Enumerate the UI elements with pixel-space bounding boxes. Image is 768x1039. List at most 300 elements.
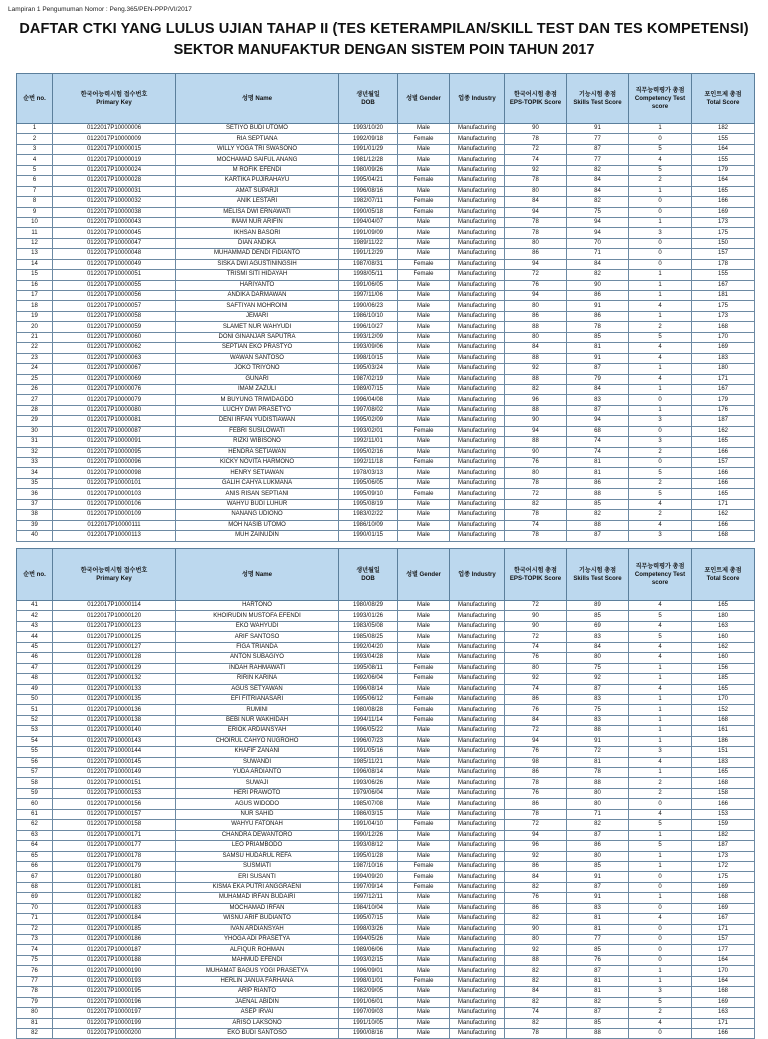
- cell-primary-key: 0122017P10000045: [53, 228, 176, 238]
- cell-name: HENRY SETIAWAN: [176, 468, 339, 478]
- cell-dob: 1982/09/05: [339, 987, 398, 997]
- cell-skills-test-score: 91: [567, 872, 629, 882]
- cell-industry: Manufacturing: [450, 437, 505, 447]
- cell-name: MUHAMAD IRFAN BUDAIRI: [176, 893, 339, 903]
- cell-gender: Male: [398, 997, 450, 1007]
- cell-no: 54: [17, 736, 53, 746]
- cell-name: KISMA EKA PUTRI ANGGRAENI: [176, 882, 339, 892]
- cell-no: 23: [17, 353, 53, 363]
- cell-competency-test-score: 4: [629, 601, 692, 611]
- cell-no: 20: [17, 322, 53, 332]
- cell-no: 5: [17, 165, 53, 175]
- cell-eps-topik-score: 78: [505, 176, 567, 186]
- col-no-header: 순번 no.: [17, 74, 53, 124]
- cell-dob: 1980/09/26: [339, 165, 398, 175]
- cell-competency-test-score: 2: [629, 1008, 692, 1018]
- cell-gender: Female: [398, 820, 450, 830]
- table-row: [17, 186, 755, 196]
- cell-name: ANTON SUBAGIYO: [176, 653, 339, 663]
- table-row: [17, 851, 755, 861]
- cell-primary-key: 0122017P10000081: [53, 416, 176, 426]
- cell-primary-key: 0122017P10000059: [53, 322, 176, 332]
- cell-total-score: 165: [692, 601, 755, 611]
- cell-industry: Manufacturing: [450, 374, 505, 384]
- col-total-score-header: 포인트제 총점 Total Score: [692, 549, 755, 601]
- cell-industry: Manufacturing: [450, 249, 505, 259]
- cell-gender: Female: [398, 882, 450, 892]
- cell-industry: Manufacturing: [450, 416, 505, 426]
- cell-no: 75: [17, 955, 53, 965]
- cell-competency-test-score: 4: [629, 499, 692, 509]
- cell-skills-test-score: 87: [567, 1008, 629, 1018]
- cell-competency-test-score: 3: [629, 747, 692, 757]
- cell-competency-test-score: 3: [629, 437, 692, 447]
- cell-total-score: 162: [692, 510, 755, 520]
- cell-primary-key: 0122017P10000051: [53, 270, 176, 280]
- cell-competency-test-score: 4: [629, 621, 692, 631]
- cell-competency-test-score: 0: [629, 924, 692, 934]
- cell-no: 53: [17, 726, 53, 736]
- cell-primary-key: 0122017P10000199: [53, 1018, 176, 1028]
- cell-no: 72: [17, 924, 53, 934]
- cell-skills-test-score: 89: [567, 601, 629, 611]
- cell-gender: Male: [398, 757, 450, 767]
- table-row: [17, 217, 755, 227]
- cell-dob: 1995/08/11: [339, 663, 398, 673]
- cell-no: 17: [17, 291, 53, 301]
- cell-skills-test-score: 87: [567, 405, 629, 415]
- cell-gender: Male: [398, 144, 450, 154]
- cell-gender: Male: [398, 311, 450, 321]
- cell-skills-test-score: 82: [567, 820, 629, 830]
- cell-skills-test-score: 83: [567, 632, 629, 642]
- cell-industry: Manufacturing: [450, 653, 505, 663]
- cell-industry: Manufacturing: [450, 510, 505, 520]
- cell-no: 34: [17, 468, 53, 478]
- cell-competency-test-score: 0: [629, 238, 692, 248]
- cell-total-score: 166: [692, 1028, 755, 1038]
- cell-industry: Manufacturing: [450, 736, 505, 746]
- cell-primary-key: 0122017P10000060: [53, 332, 176, 342]
- cell-skills-test-score: 77: [567, 935, 629, 945]
- cell-no: 39: [17, 520, 53, 530]
- cell-name: WAHYU BUDI LUHUR: [176, 499, 339, 509]
- cell-dob: 1996/04/08: [339, 395, 398, 405]
- cell-primary-key: 0122017P10000015: [53, 144, 176, 154]
- cell-eps-topik-score: 80: [505, 935, 567, 945]
- table-row: [17, 165, 755, 175]
- cell-skills-test-score: 85: [567, 499, 629, 509]
- cell-primary-key: 0122017P10000177: [53, 841, 176, 851]
- cell-name: MAHMUD EFENDI: [176, 955, 339, 965]
- cell-primary-key: 0122017P10000184: [53, 914, 176, 924]
- table-row: [17, 736, 755, 746]
- table-row: [17, 437, 755, 447]
- cell-skills-test-score: 75: [567, 207, 629, 217]
- cell-dob: 1997/09/03: [339, 1008, 398, 1018]
- cell-skills-test-score: 81: [567, 976, 629, 986]
- cell-eps-topik-score: 72: [505, 632, 567, 642]
- cell-skills-test-score: 82: [567, 997, 629, 1007]
- cell-industry: Manufacturing: [450, 976, 505, 986]
- cell-eps-topik-score: 92: [505, 945, 567, 955]
- cell-name: SUSMIATI: [176, 861, 339, 871]
- cell-eps-topik-score: 86: [505, 799, 567, 809]
- cell-dob: 1994/09/20: [339, 872, 398, 882]
- cell-gender: Female: [398, 694, 450, 704]
- cell-dob: 1991/01/29: [339, 144, 398, 154]
- table-row: [17, 601, 755, 611]
- cell-dob: 1996/05/22: [339, 726, 398, 736]
- cell-name: WISNU ARIF BUDIANTO: [176, 914, 339, 924]
- cell-skills-test-score: 75: [567, 705, 629, 715]
- cell-eps-topik-score: 80: [505, 238, 567, 248]
- cell-primary-key: 0122017P10000180: [53, 872, 176, 882]
- cell-dob: 1982/07/11: [339, 197, 398, 207]
- cell-gender: Female: [398, 663, 450, 673]
- cell-primary-key: 0122017P10000193: [53, 976, 176, 986]
- cell-dob: 1995/08/19: [339, 499, 398, 509]
- cell-name: DENI IRFAN YUDISTIAWAN: [176, 416, 339, 426]
- cell-no: 10: [17, 217, 53, 227]
- table-row: [17, 788, 755, 798]
- cell-gender: Male: [398, 364, 450, 374]
- cell-total-score: 166: [692, 520, 755, 530]
- cell-name: MOCHAMAD IRFAN: [176, 903, 339, 913]
- cell-gender: Male: [398, 1028, 450, 1038]
- table-row: [17, 176, 755, 186]
- cell-dob: 1997/12/11: [339, 893, 398, 903]
- table-row: [17, 955, 755, 965]
- cell-competency-test-score: 2: [629, 447, 692, 457]
- table-row: [17, 510, 755, 520]
- cell-name: IMAM NUR ARIFIN: [176, 217, 339, 227]
- cell-name: SEPTIAN EKO PRASTYO: [176, 343, 339, 353]
- cell-primary-key: 0122017P10000058: [53, 311, 176, 321]
- cell-competency-test-score: 4: [629, 301, 692, 311]
- cell-dob: 1993/02/15: [339, 955, 398, 965]
- cell-competency-test-score: 1: [629, 124, 692, 134]
- cell-competency-test-score: 0: [629, 426, 692, 436]
- cell-eps-topik-score: 86: [505, 249, 567, 259]
- cell-skills-test-score: 83: [567, 694, 629, 704]
- cell-no: 77: [17, 976, 53, 986]
- cell-name: MUHAMAT BAGUS YOGI PRASETYA: [176, 966, 339, 976]
- cell-eps-topik-score: 72: [505, 489, 567, 499]
- cell-name: WAWAN SANTOSO: [176, 353, 339, 363]
- cell-skills-test-score: 80: [567, 799, 629, 809]
- cell-gender: Female: [398, 674, 450, 684]
- cell-eps-topik-score: 78: [505, 1028, 567, 1038]
- cell-industry: Manufacturing: [450, 343, 505, 353]
- cell-total-score: 165: [692, 489, 755, 499]
- cell-dob: 1995/06/05: [339, 478, 398, 488]
- cell-gender: Male: [398, 531, 450, 541]
- cell-gender: Male: [398, 468, 450, 478]
- cell-skills-test-score: 85: [567, 332, 629, 342]
- cell-gender: Male: [398, 778, 450, 788]
- cell-no: 2: [17, 134, 53, 144]
- cell-primary-key: 0122017P10000057: [53, 301, 176, 311]
- col-competency-test-score-header: 직무능력평가 총점 Competency Test score: [629, 549, 692, 601]
- cell-name: IVAN ARDIANSYAH: [176, 924, 339, 934]
- cell-primary-key: 0122017P10000157: [53, 809, 176, 819]
- cell-skills-test-score: 77: [567, 155, 629, 165]
- cell-dob: 1979/06/04: [339, 788, 398, 798]
- cell-gender: Male: [398, 217, 450, 227]
- cell-competency-test-score: 4: [629, 642, 692, 652]
- table-row: [17, 893, 755, 903]
- cell-eps-topik-score: 88: [505, 374, 567, 384]
- cell-total-score: 166: [692, 447, 755, 457]
- cell-skills-test-score: 81: [567, 914, 629, 924]
- cell-gender: Male: [398, 478, 450, 488]
- cell-eps-topik-score: 78: [505, 478, 567, 488]
- cell-competency-test-score: 1: [629, 270, 692, 280]
- cell-name: M ROFIK EFENDI: [176, 165, 339, 175]
- cell-eps-topik-score: 74: [505, 1008, 567, 1018]
- cell-dob: 1989/06/06: [339, 945, 398, 955]
- cell-eps-topik-score: 80: [505, 186, 567, 196]
- cell-primary-key: 0122017P10000178: [53, 851, 176, 861]
- cell-name: RIZKI WIBISONO: [176, 437, 339, 447]
- table-row: [17, 311, 755, 321]
- cell-skills-test-score: 76: [567, 955, 629, 965]
- table-row: [17, 499, 755, 509]
- cell-eps-topik-score: 78: [505, 134, 567, 144]
- cell-skills-test-score: 82: [567, 270, 629, 280]
- cell-dob: 1995/06/12: [339, 694, 398, 704]
- cell-skills-test-score: 82: [567, 165, 629, 175]
- cell-eps-topik-score: 96: [505, 841, 567, 851]
- cell-primary-key: 0122017P10000047: [53, 238, 176, 248]
- cell-no: 48: [17, 674, 53, 684]
- cell-industry: Manufacturing: [450, 1018, 505, 1028]
- cell-gender: Male: [398, 747, 450, 757]
- cell-skills-test-score: 85: [567, 1018, 629, 1028]
- cell-gender: Male: [398, 416, 450, 426]
- cell-skills-test-score: 79: [567, 374, 629, 384]
- cell-no: 80: [17, 1008, 53, 1018]
- cell-competency-test-score: 0: [629, 955, 692, 965]
- table-row: [17, 489, 755, 499]
- cell-no: 76: [17, 966, 53, 976]
- cell-industry: Manufacturing: [450, 684, 505, 694]
- cell-competency-test-score: 1: [629, 715, 692, 725]
- cell-skills-test-score: 70: [567, 238, 629, 248]
- cell-eps-topik-score: 90: [505, 611, 567, 621]
- cell-competency-test-score: 5: [629, 841, 692, 851]
- cell-total-score: 153: [692, 809, 755, 819]
- cell-competency-test-score: 0: [629, 872, 692, 882]
- cell-total-score: 156: [692, 663, 755, 673]
- cell-industry: Manufacturing: [450, 447, 505, 457]
- table-row: [17, 1018, 755, 1028]
- cell-total-score: 164: [692, 144, 755, 154]
- cell-primary-key: 0122017P10000200: [53, 1028, 176, 1038]
- cell-dob: 1996/08/14: [339, 768, 398, 778]
- cell-no: 57: [17, 768, 53, 778]
- cell-name: GALIH CAHYA LUKMANA: [176, 478, 339, 488]
- cell-no: 74: [17, 945, 53, 955]
- cell-name: NUR SAHID: [176, 809, 339, 819]
- cell-total-score: 155: [692, 270, 755, 280]
- cell-gender: Female: [398, 259, 450, 269]
- cell-dob: 1986/10/10: [339, 311, 398, 321]
- cell-no: 60: [17, 799, 53, 809]
- table-row: [17, 238, 755, 248]
- cell-industry: Manufacturing: [450, 468, 505, 478]
- cell-dob: 1997/11/06: [339, 291, 398, 301]
- cell-eps-topik-score: 76: [505, 893, 567, 903]
- cell-industry: Manufacturing: [450, 663, 505, 673]
- cell-eps-topik-score: 74: [505, 642, 567, 652]
- cell-total-score: 152: [692, 705, 755, 715]
- cell-dob: 1995/02/16: [339, 447, 398, 457]
- cell-dob: 1986/10/09: [339, 520, 398, 530]
- cell-eps-topik-score: 92: [505, 674, 567, 684]
- cell-name: EKO BUDI SANTOSO: [176, 1028, 339, 1038]
- cell-eps-topik-score: 86: [505, 861, 567, 871]
- cell-gender: Female: [398, 458, 450, 468]
- table-row: [17, 1028, 755, 1038]
- cell-total-score: 161: [692, 726, 755, 736]
- cell-total-score: 187: [692, 841, 755, 851]
- col-name-header: 성명 Name: [176, 549, 339, 601]
- cell-no: 45: [17, 642, 53, 652]
- cell-skills-test-score: 74: [567, 447, 629, 457]
- cell-primary-key: 0122017P10000087: [53, 426, 176, 436]
- cell-dob: 1992/06/04: [339, 674, 398, 684]
- cell-total-score: 164: [692, 955, 755, 965]
- cell-total-score: 182: [692, 124, 755, 134]
- cell-primary-key: 0122017P10000101: [53, 478, 176, 488]
- cell-total-score: 182: [692, 830, 755, 840]
- cell-skills-test-score: 91: [567, 736, 629, 746]
- cell-name: ASEP IRVAI: [176, 1008, 339, 1018]
- cell-eps-topik-score: 82: [505, 997, 567, 1007]
- cell-industry: Manufacturing: [450, 799, 505, 809]
- cell-industry: Manufacturing: [450, 987, 505, 997]
- cell-skills-test-score: 81: [567, 987, 629, 997]
- cell-no: 40: [17, 531, 53, 541]
- cell-no: 82: [17, 1028, 53, 1038]
- cell-competency-test-score: 1: [629, 405, 692, 415]
- cell-competency-test-score: 4: [629, 520, 692, 530]
- cell-eps-topik-score: 88: [505, 353, 567, 363]
- cell-no: 70: [17, 903, 53, 913]
- cell-skills-test-score: 83: [567, 715, 629, 725]
- cell-dob: 1995/02/09: [339, 416, 398, 426]
- table-header-row: [17, 74, 755, 124]
- cell-gender: Male: [398, 799, 450, 809]
- cell-primary-key: 0122017P10000190: [53, 966, 176, 976]
- col-skills-test-score-header: 기능시험 총점 Skills Test Score: [567, 74, 629, 124]
- cell-industry: Manufacturing: [450, 757, 505, 767]
- cell-industry: Manufacturing: [450, 270, 505, 280]
- cell-name: MOCHAMAD SAIFUL ANANG: [176, 155, 339, 165]
- col-no-header: 순번 no.: [17, 549, 53, 601]
- cell-no: 6: [17, 176, 53, 186]
- cell-gender: Male: [398, 238, 450, 248]
- cell-gender: Male: [398, 621, 450, 631]
- cell-eps-topik-score: 86: [505, 903, 567, 913]
- cell-industry: Manufacturing: [450, 914, 505, 924]
- cell-total-score: 155: [692, 134, 755, 144]
- cell-primary-key: 0122017P10000006: [53, 124, 176, 134]
- cell-gender: Male: [398, 726, 450, 736]
- cell-name: FEBRI SUSILOWATI: [176, 426, 339, 436]
- cell-total-score: 169: [692, 903, 755, 913]
- cell-primary-key: 0122017P10000063: [53, 353, 176, 363]
- cell-primary-key: 0122017P10000182: [53, 893, 176, 903]
- cell-dob: 1987/02/19: [339, 374, 398, 384]
- cell-skills-test-score: 75: [567, 663, 629, 673]
- cell-total-score: 167: [692, 914, 755, 924]
- cell-industry: Manufacturing: [450, 280, 505, 290]
- cell-total-score: 172: [692, 861, 755, 871]
- cell-skills-test-score: 71: [567, 809, 629, 819]
- cell-industry: Manufacturing: [450, 747, 505, 757]
- cell-gender: Male: [398, 788, 450, 798]
- cell-competency-test-score: 1: [629, 674, 692, 684]
- table-row: [17, 914, 755, 924]
- cell-competency-test-score: 0: [629, 134, 692, 144]
- cell-no: 3: [17, 144, 53, 154]
- cell-competency-test-score: 1: [629, 726, 692, 736]
- cell-industry: Manufacturing: [450, 134, 505, 144]
- cell-skills-test-score: 92: [567, 674, 629, 684]
- results-table-2: [16, 548, 755, 1039]
- cell-no: 11: [17, 228, 53, 238]
- cell-competency-test-score: 3: [629, 416, 692, 426]
- table-row: [17, 374, 755, 384]
- cell-dob: 1993/10/20: [339, 124, 398, 134]
- table-row: [17, 291, 755, 301]
- cell-primary-key: 0122017P10000080: [53, 405, 176, 415]
- cell-dob: 1985/11/21: [339, 757, 398, 767]
- cell-gender: Male: [398, 642, 450, 652]
- cell-competency-test-score: 1: [629, 705, 692, 715]
- cell-no: 81: [17, 1018, 53, 1028]
- cell-gender: Male: [398, 632, 450, 642]
- cell-name: HARIYANTO: [176, 280, 339, 290]
- cell-competency-test-score: 0: [629, 259, 692, 269]
- cell-primary-key: 0122017P10000028: [53, 176, 176, 186]
- cell-skills-test-score: 81: [567, 458, 629, 468]
- col-skills-test-score-header: 기능시험 총점 Skills Test Score: [567, 549, 629, 601]
- cell-total-score: 168: [692, 987, 755, 997]
- table-row: [17, 674, 755, 684]
- cell-name: WILLY YOGA TRI SWASONO: [176, 144, 339, 154]
- cell-skills-test-score: 87: [567, 531, 629, 541]
- cell-total-score: 165: [692, 437, 755, 447]
- cell-gender: Male: [398, 384, 450, 394]
- cell-industry: Manufacturing: [450, 809, 505, 819]
- cell-eps-topik-score: 90: [505, 416, 567, 426]
- cell-name: SAMSU HUDARUL REFA: [176, 851, 339, 861]
- cell-dob: 1993/09/06: [339, 343, 398, 353]
- cell-primary-key: 0122017P10000048: [53, 249, 176, 259]
- cell-competency-test-score: 4: [629, 374, 692, 384]
- cell-primary-key: 0122017P10000114: [53, 601, 176, 611]
- cell-no: 29: [17, 416, 53, 426]
- table-row: [17, 642, 755, 652]
- cell-primary-key: 0122017P10000128: [53, 653, 176, 663]
- cell-competency-test-score: 1: [629, 893, 692, 903]
- table-row: [17, 207, 755, 217]
- cell-no: 52: [17, 715, 53, 725]
